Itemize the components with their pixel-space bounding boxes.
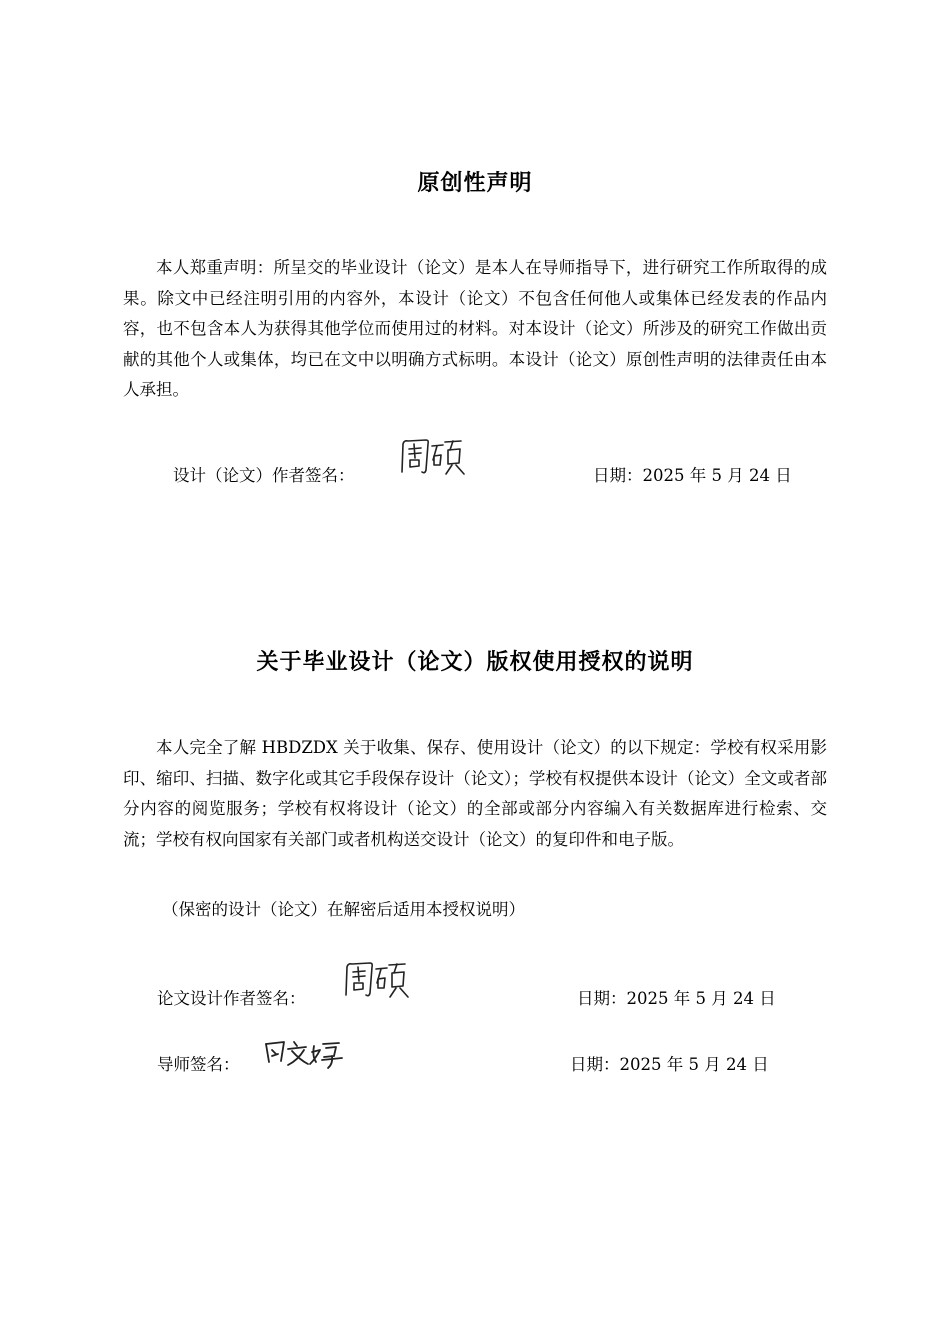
copyright-title: 关于毕业设计（论文）版权使用授权的说明 <box>256 650 694 675</box>
advisor-date: 日期：2025 年 5 月 24 日 <box>570 1055 769 1074</box>
author-signature-image <box>398 432 470 478</box>
originality-body: 本人郑重声明：所呈交的毕业设计（论文）是本人在导师指导下，进行研究工作所取得的成果。除文中已经注明引用的内容外，本设计（论文）不包含任何他人或集体已经发表的作品内容，也不包含本人为获得其他学位而使用过的材料。对本设计（论文）所涉及的研究工作做出贡献的其他个人或集体，均已在文中以明确方式标明。本设计（论文）原创性声明的法律责任由本人承担。 <box>123 258 827 399</box>
thesis-author-date: 日期：2025 年 5 月 24 日 <box>577 989 776 1008</box>
thesis-author-signature-label: 论文设计作者签名： <box>157 989 306 1008</box>
advisor-signature-image <box>260 1034 350 1070</box>
originality-title: 原创性声明 <box>417 171 533 196</box>
advisor-signature-label: 导师签名： <box>157 1055 240 1074</box>
thesis-author-signature-image <box>342 955 414 1001</box>
author-signature-label: 设计（论文）作者签名： <box>173 466 355 485</box>
originality-date: 日期：2025 年 5 月 24 日 <box>593 466 792 485</box>
confidential-note: （保密的设计（论文）在解密后适用本授权说明） <box>162 900 525 919</box>
copyright-body: 本人完全了解 HBDZDX 关于收集、保存、使用设计（论文）的以下规定：学校有权采用影印、缩印、扫描、数字化或其它手段保存设计（论文）；学校有权提供本设计（论文）全文或者部分内容的阅览服务；学校有权将设计（论文）的全部或部分内容编入有关数据库进行检索、交流；学校有权向国家有关部门或者机构送交设计（论文）的复印件和电子版。 <box>123 738 827 849</box>
